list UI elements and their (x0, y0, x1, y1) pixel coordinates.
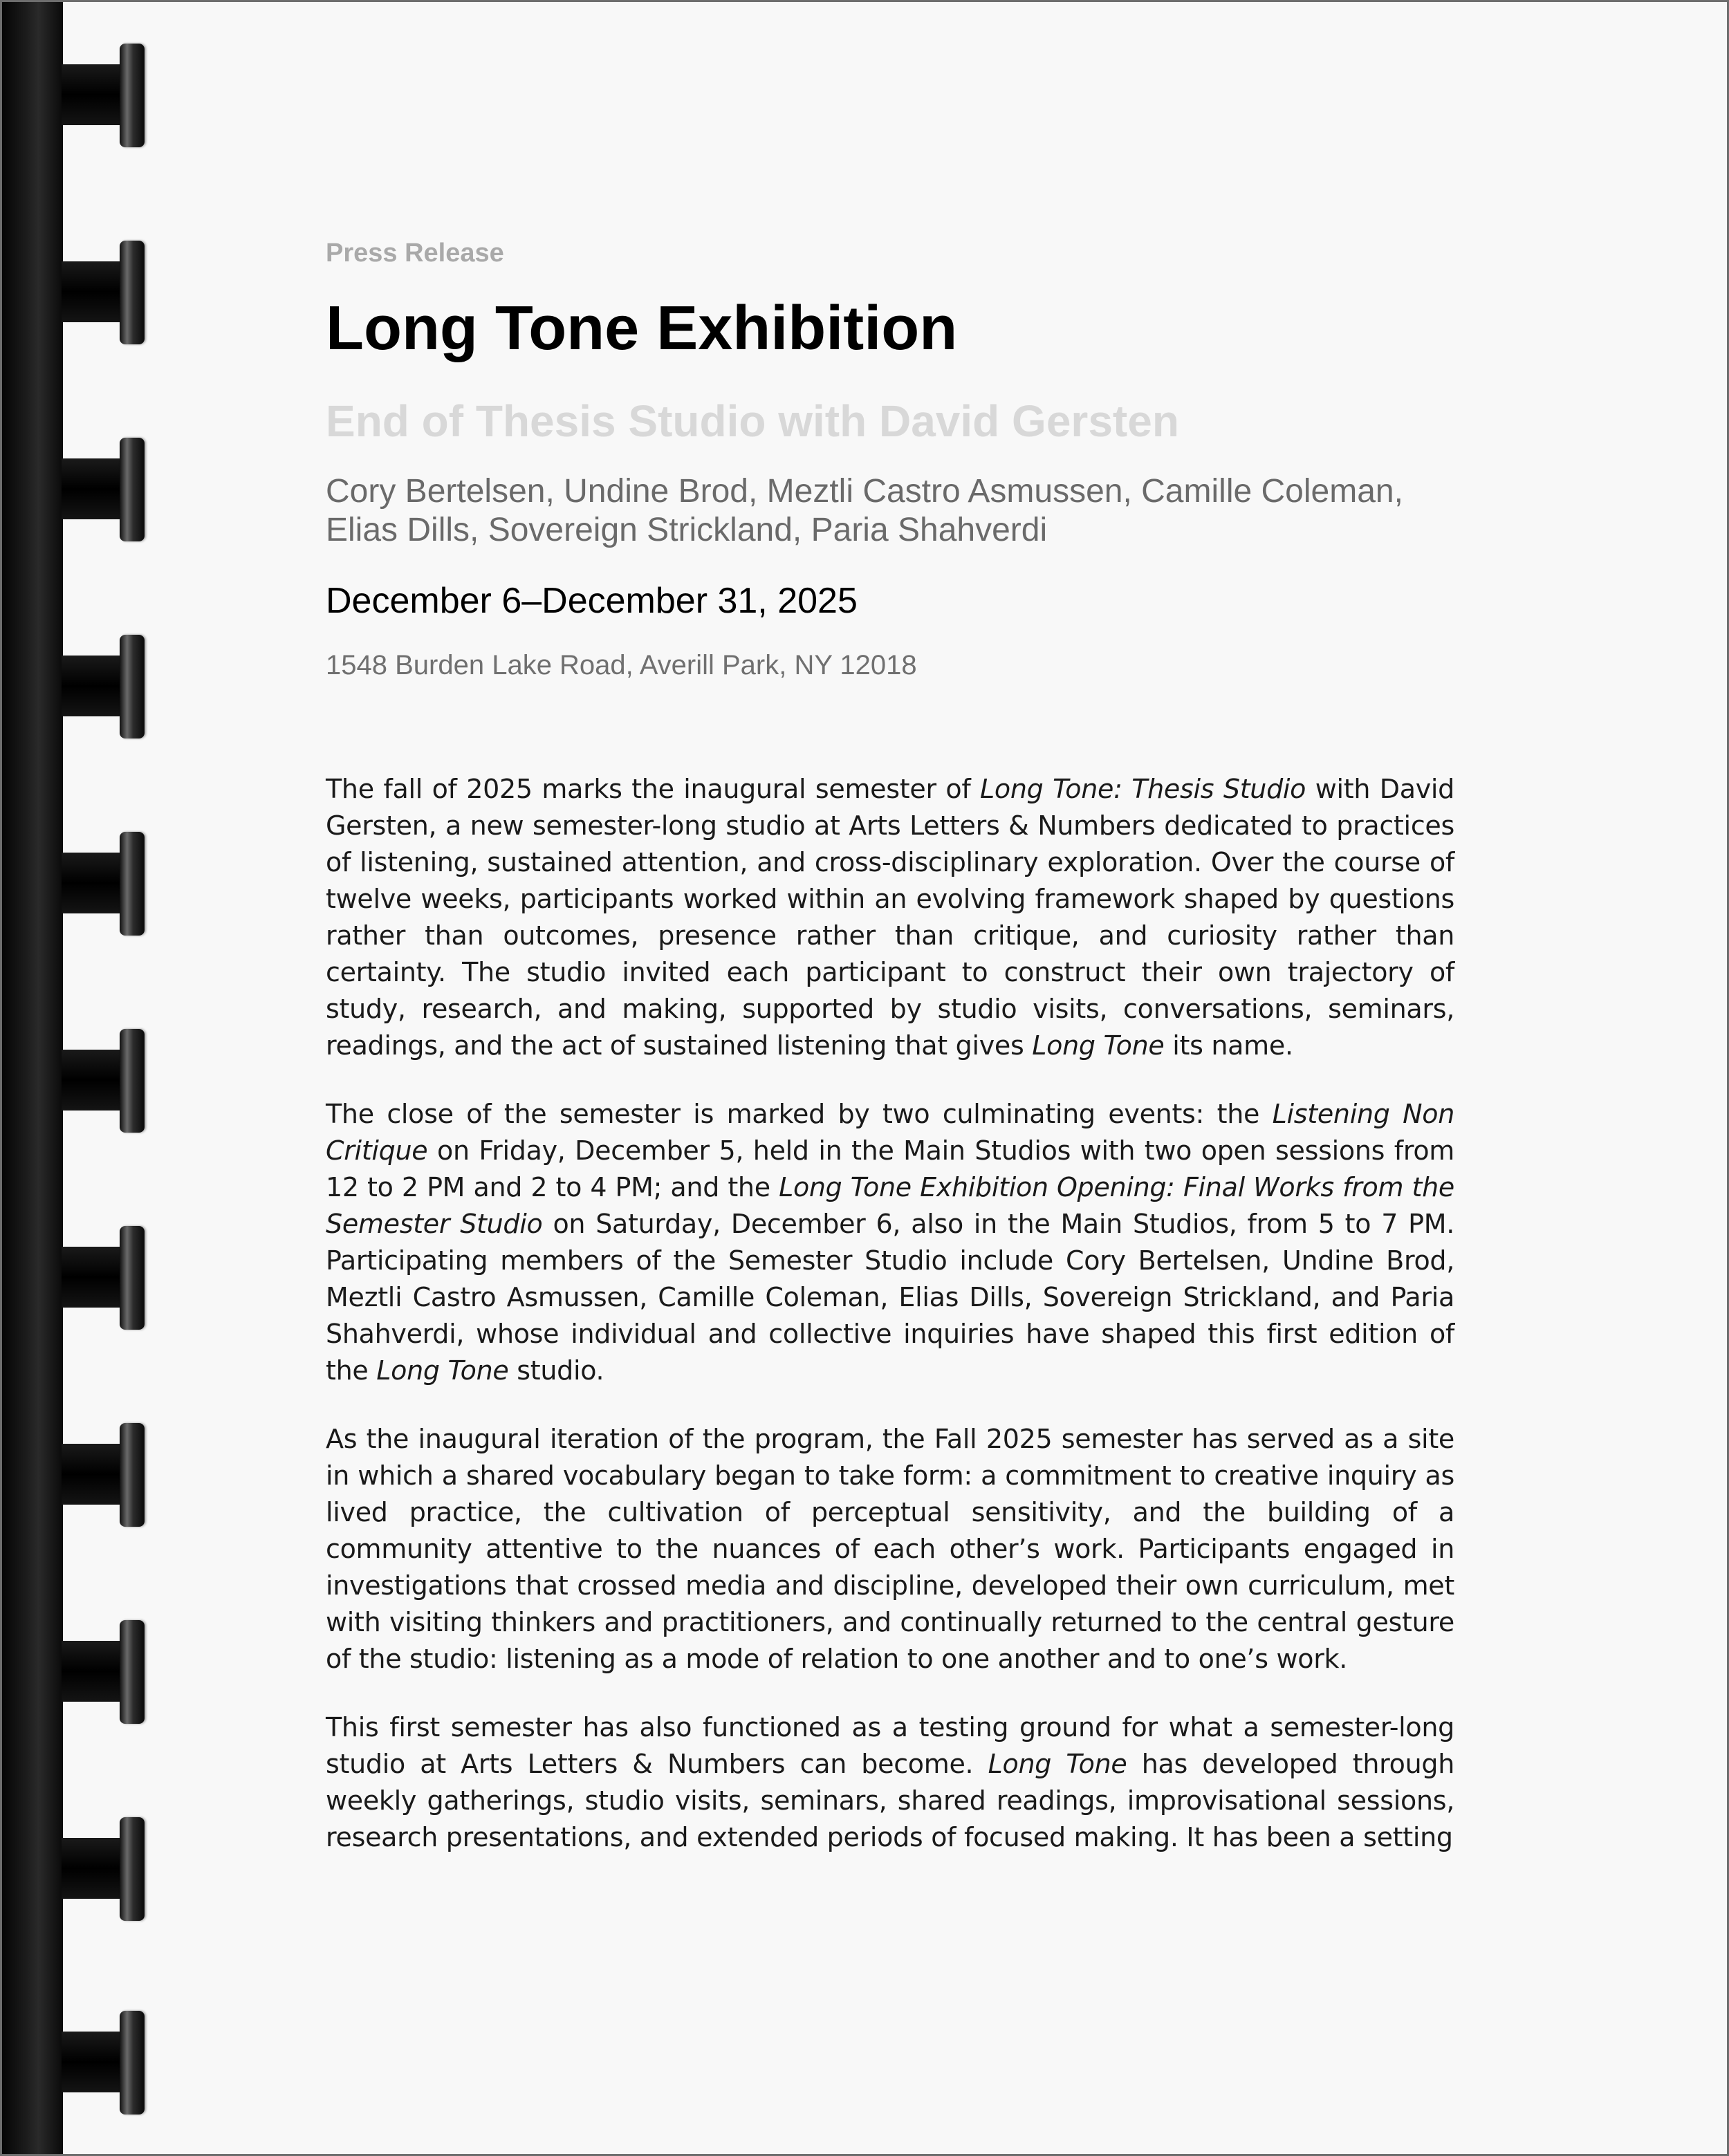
italic-text: Long Tone Exhibition Opening: Final Works from the Semester Studio (326, 1172, 1454, 1239)
binding-ring (62, 1029, 150, 1133)
kicker-label: Press Release (326, 239, 504, 268)
italic-text: Long Tone (376, 1355, 509, 1386)
body-text (326, 771, 1454, 1856)
binding-ring (62, 1817, 150, 1921)
page-title: Long Tone Exhibition (326, 294, 958, 363)
italic-text: Long Tone (1032, 1030, 1165, 1061)
paragraph-2 (326, 1096, 1454, 1389)
page-subtitle: End of Thesis Studio with David Gersten (326, 396, 1179, 446)
binding-ring (62, 241, 150, 344)
binding-ring (62, 635, 150, 738)
binding-ring (62, 832, 150, 936)
binding-ring (62, 2011, 150, 2115)
exhibition-dates: December 6–December 31, 2025 (326, 581, 858, 621)
text-run: has developed through weekly gatherings, studio visits, seminars, shared readings, improvisational sessions, research presentations, and extended periods of focused making. It has been a setting (326, 1749, 1454, 1852)
text-run: with David Gersten, a new semester-long studio at Arts Letters & Numbers dedicated to practices of listening, sustained attention, and cross-disciplinary exploration. Over the course of twelve weeks, participants worked within an evolving framework shaped by questions rather than outcomes, presence rather than critique, and curiosity rather than certainty. The studio invited each participant to construct their own trajectory of study, research, and making, supported by studio visits, conversations, seminars, readings, and the act of sustained listening that gives (326, 774, 1454, 1061)
binding-ring (62, 44, 150, 147)
italic-text: Long Tone: Thesis Studio (980, 774, 1306, 804)
text-run: The fall of 2025 marks the inaugural semester of (326, 774, 981, 804)
text-run: its name. (1164, 1030, 1293, 1061)
participants-list (326, 472, 1460, 550)
participants-line-1: Cory Bertelsen, Undine Brod, Meztli Castro Asmussen, Camille Coleman, (326, 473, 1403, 510)
binding-ring (62, 1620, 150, 1724)
text-run: on Friday, December 5, held in the Main Studios with two open sessions from 12 to 2 PM and 2 to 4 PM; and the (326, 1135, 1454, 1202)
italic-text: Listening Non Critique (326, 1099, 1454, 1166)
text-run: The close of the semester is marked by two culminating events: the (326, 1099, 1273, 1129)
text-run: studio. (508, 1355, 604, 1386)
italic-text: Long Tone (988, 1749, 1127, 1779)
binding-ring (62, 1226, 150, 1330)
paragraph-1 (326, 771, 1454, 1064)
binding-spine (2, 2, 63, 2154)
venue-address: 1548 Burden Lake Road, Averill Park, NY 12018 (326, 650, 917, 680)
participants-line-2: Elias Dills, Sovereign Strickland, Paria Shahverdi (326, 512, 1048, 548)
binding-ring (62, 1423, 150, 1527)
paragraph-4 (326, 1709, 1454, 1856)
text-run: This first semester has also functioned as a testing ground for what a semester-long studio at Arts Letters & Numbers can become. (326, 1712, 1454, 1779)
document-content (326, 237, 1454, 1888)
paragraph-3: As the inaugural iteration of the program, the Fall 2025 semester has served as a site in which a shared vocabulary began to take form: a commitment to creative inquiry as lived practice, the cultivation of perceptual sensitivity, and the building of a community attentive to the nuances of each other’s work. Participants engaged in investigations that crossed media and discipline, developed their own curriculum, met with visiting thinkers and practitioners, and continually returned to the central gesture of the studio: listening as a mode of relation to one another and to one’s work. (326, 1424, 1454, 1674)
binding-ring (62, 438, 150, 541)
text-run: on Saturday, December 6, also in the Main Studios, from 5 to 7 PM. Participating members of the Semester Studio include Cory Bertelsen, Undine Brod, Meztli Castro Asmussen, Camille Coleman, Elias Dills, Sovereign Strickland, and Paria Shahverdi, whose individual and collective inquiries have shaped this first edition of the (326, 1209, 1454, 1386)
